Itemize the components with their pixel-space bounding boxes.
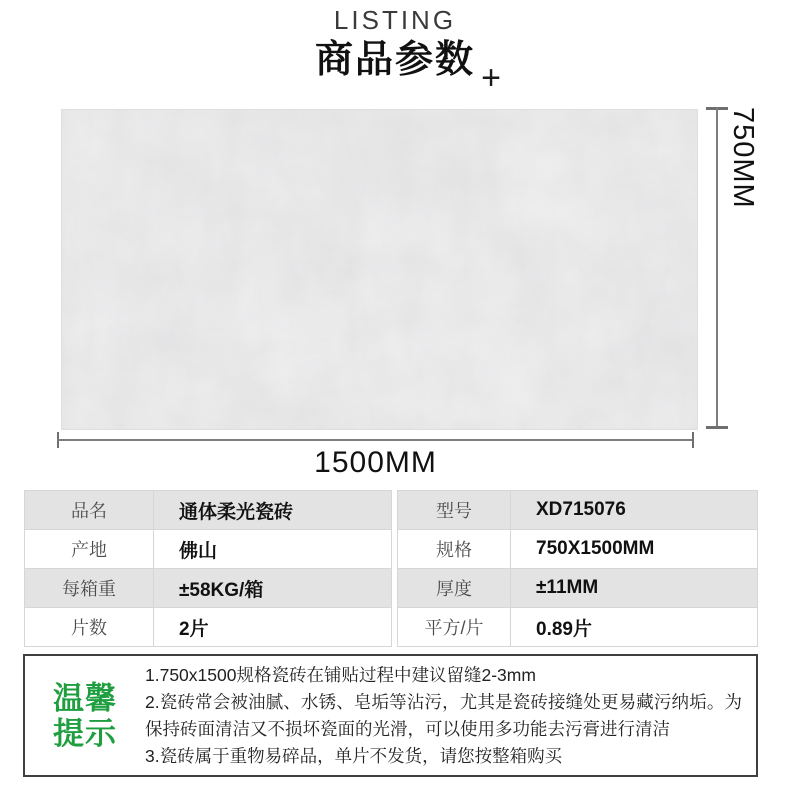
spec-label: 厚度 (398, 569, 511, 608)
spec-value: 2片 (154, 608, 392, 647)
spec-table-left (24, 490, 392, 647)
spec-value: 佛山 (154, 530, 392, 569)
spec-label: 型号 (398, 491, 511, 530)
warm-tips-heading-line1: 温馨 (53, 680, 117, 716)
table-row (398, 608, 758, 647)
warm-tips-box (23, 654, 758, 777)
spec-value: XD715076 (511, 491, 758, 530)
spec-table-right (397, 490, 758, 647)
table-row (25, 608, 392, 647)
dimension-line-horizontal (57, 439, 694, 441)
page-header (0, 5, 790, 97)
table-row (398, 569, 758, 608)
spec-label: 产地 (25, 530, 154, 569)
warm-tips-body (145, 658, 756, 774)
listing-eyebrow: LISTING (333, 5, 457, 35)
warm-tips-heading-line2: 提示 (53, 715, 117, 751)
spec-label: 平方/片 (398, 608, 511, 647)
warm-tips-heading (25, 681, 145, 751)
table-row (398, 491, 758, 530)
dimension-line-vertical (716, 107, 718, 429)
table-row (398, 530, 758, 569)
page-title-wrap (314, 39, 501, 97)
plus-icon: + (481, 59, 501, 97)
spec-value: ±58KG/箱 (154, 569, 392, 608)
tip-item: 3.瓷砖属于重物易碎品，单片不发货，请您按整箱购买 (145, 745, 563, 766)
table-row (25, 491, 392, 530)
width-dimension-label: 1500MM (314, 446, 437, 479)
page-title: 商品参数 (314, 39, 475, 81)
tip-item: 2.瓷砖常会被油腻、水锈、皂垢等沾污，尤其是瓷砖接缝处更易藏污纳垢。为保持砖面清洁又不损坏瓷面的光滑，可以使用多功能去污膏进行清洁 (145, 691, 742, 739)
spec-value: 750X1500MM (511, 530, 758, 569)
spec-value: 通体柔光瓷砖 (154, 491, 392, 530)
height-dimension-line (706, 107, 728, 429)
spec-value: ±11MM (511, 569, 758, 608)
table-row (25, 530, 392, 569)
height-dimension-label: 750MM (727, 107, 759, 209)
spec-label: 品名 (25, 491, 154, 530)
spec-label: 每箱重 (25, 569, 154, 608)
spec-tables (24, 490, 758, 647)
tip-item: 1.750x1500规格瓷砖在铺贴过程中建议留缝2-3mm (145, 664, 536, 685)
tile-product-image (62, 110, 697, 429)
table-row (25, 569, 392, 608)
spec-value: 0.89片 (511, 608, 758, 647)
spec-label: 片数 (25, 608, 154, 647)
dimension-cap-bottom (706, 426, 728, 429)
spec-label: 规格 (398, 530, 511, 569)
